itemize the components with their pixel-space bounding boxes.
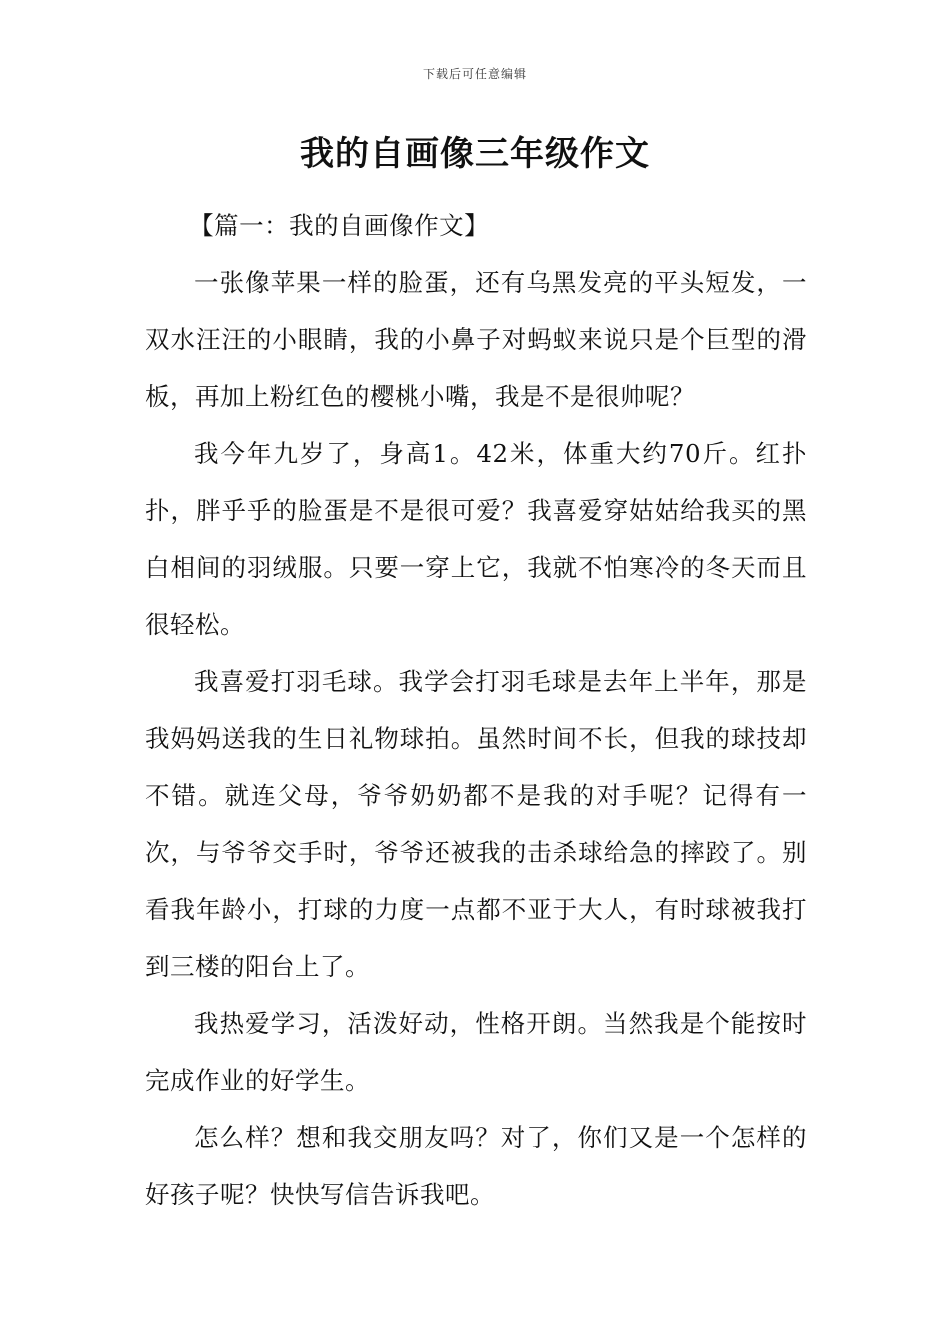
section-label: 【篇一：我的自画像作文】 [189, 211, 490, 240]
header-note: 下载后可任意编辑 [422, 67, 527, 81]
paragraph-1: 一张像苹果一样的脸蛋，还有乌黑发亮的平头短发，一双水汪汪的小眼睛，我的小鼻子对蚂蚁来说只是个巨型的滑板，再加上粉红色的樱桃小嘴，我是不是很帅呢？ [145, 268, 807, 411]
page-title: 我的自画像三年级作文 [300, 134, 650, 174]
paragraph-4: 我热爱学习，活泼好动，性格开朗。当然我是个能按时完成作业的好学生。 [145, 1009, 807, 1095]
document-body [145, 197, 807, 1223]
paragraph-5: 怎么样？想和我交朋友吗？对了，你们又是一个怎样的好孩子呢？快快写信告诉我吧。 [145, 1123, 807, 1209]
paragraph-3: 我喜爱打羽毛球。我学会打羽毛球是去年上半年，那是我妈妈送我的生日礼物球拍。虽然时间不长，但我的球技却不错。就连父母，爷爷奶奶都不是我的对手呢？记得有一次，与爷爷交手时，爷爷还被我的击杀球给急的摔跤了。别看我年龄小，打球的力度一点都不亚于大人，有时球被我打到三楼的阳台上了。 [145, 667, 807, 981]
paragraph-2: 我今年九岁了，身高1。42米，体重大约70斤。红扑扑，胖乎乎的脸蛋是不是很可爱？我喜爱穿姑姑给我买的黑白相间的羽绒服。只要一穿上它，我就不怕寒冷的冬天而且很轻松。 [145, 439, 807, 639]
